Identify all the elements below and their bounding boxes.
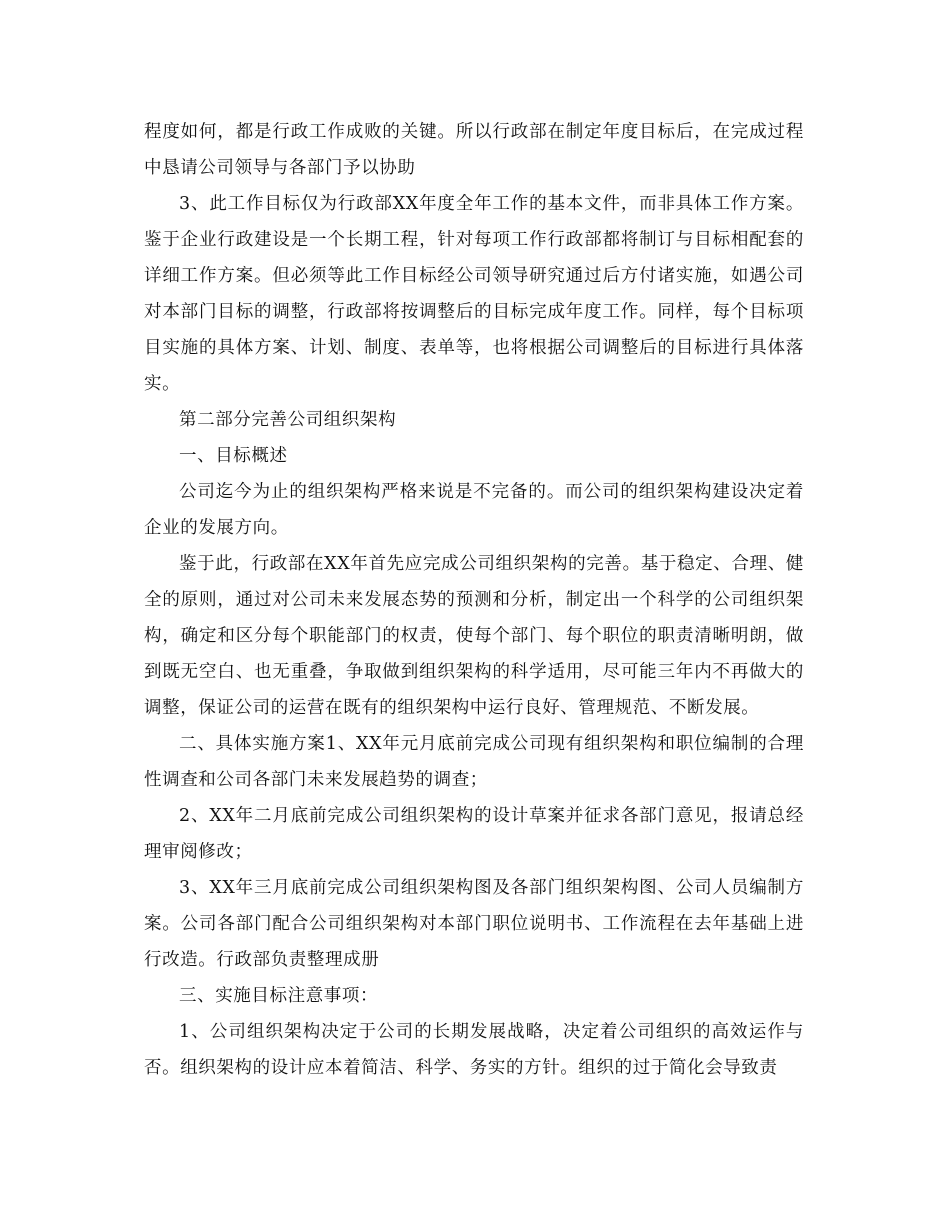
paragraph-plan: 鉴于此，行政部在XX年首先应完成公司组织架构的完善。基于稳定、合理、健全的原则，通过对公司未来发展态势的预测和分析，制定出一个科学的公司组织架构，确定和区分每个职能部门的权责，使每个部门、每个职位的职责清晰明朗，做到既无空白、也无重叠，争取做到组织架构的科学适用，尽可能三年内不再做大的调整，保证公司的运营在既有的组织架构中运行良好、管理规范、不断发展。 (144, 554, 804, 718)
paragraph-continuation: 程度如何，都是行政工作成败的关键。所以行政部在制定年度目标后，在完成过程中恳请公司领导与各部门予以协助 (144, 122, 804, 178)
document-body (144, 114, 804, 1086)
paragraph-implementation-2: 2、XX年二月底前完成公司组织架构的设计草案并征求各部门意见，报请总经理审阅修改； (144, 806, 804, 862)
paragraph-note-1: 1、公司组织架构决定于公司的长期发展战略，决定着公司组织的高效运作与否。组织架构的设计应本着简洁、科学、务实的方针。组织的过于简化会导致责 (144, 1022, 804, 1078)
paragraph-implementation-3: 3、XX年三月底前完成公司组织架构图及各部门组织架构图、公司人员编制方案。公司各部门配合公司组织架构对本部门职位说明书、工作流程在去年基础上进行改造。行政部负责整理成册 (144, 878, 804, 970)
subheading-notes: 三、实施目标注意事项： (179, 986, 379, 1006)
paragraph-overview: 公司迄今为止的组织架构严格来说是不完备的。而公司的组织架构建设决定着企业的发展方向。 (144, 482, 804, 538)
subheading-goal-overview: 一、目标概述 (179, 446, 288, 466)
section-heading-part-two: 第二部分完善公司组织架构 (179, 410, 397, 430)
paragraph-implementation-1: 二、具体实施方案1、XX年元月底前完成公司现有组织架构和职位编制的合理性调查和公司各部门未来发展趋势的调查； (144, 734, 804, 790)
paragraph-item-3: 3、此工作目标仅为行政部XX年度全年工作的基本文件，而非具体工作方案。鉴于企业行政建设是一个长期工程，针对每项工作行政部都将制订与目标相配套的详细工作方案。但必须等此工作目标经公司领导研究通过后方付诸实施，如遇公司对本部门目标的调整，行政部将按调整后的目标完成年度工作。同样，每个目标项目实施的具体方案、计划、制度、表单等，也将根据公司调整后的目标进行具体落实。 (144, 194, 804, 394)
